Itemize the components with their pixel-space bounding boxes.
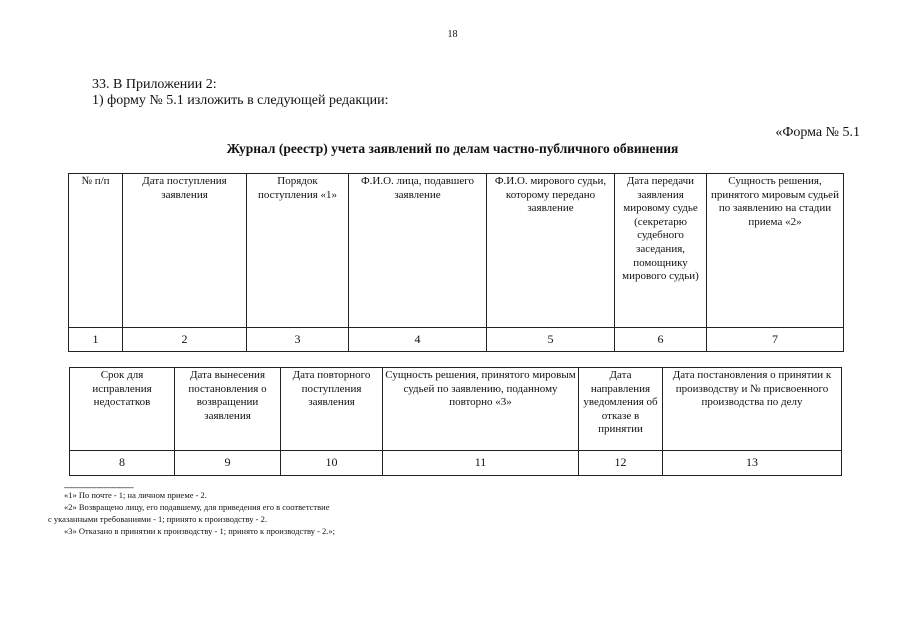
- footnote-2-continuation: с указанными требованиями - 1; принято к производству - 2.: [48, 514, 267, 524]
- journal-table-part-2: [69, 367, 842, 476]
- footnote-3: «3» Отказано в принятии к производству - 1; принято к производству - 2.»;: [64, 526, 336, 536]
- column-number: 11: [383, 451, 579, 476]
- journal-table-part-1: [68, 173, 844, 352]
- column-number: 6: [615, 328, 707, 352]
- column-number: 9: [175, 451, 281, 476]
- header-cell-transfer-date: Дата передачи заявления мировому судье (секретарю судебного заседания, помощнику мирового судьи): [615, 174, 707, 328]
- header-cell-applicant-name: Ф.И.О. лица, подавшего заявление: [349, 174, 487, 328]
- column-number: 7: [707, 328, 844, 352]
- column-number: 12: [579, 451, 663, 476]
- footnote-1: «1» По почте - 1; на личном приеме - 2.: [64, 490, 207, 500]
- footnote-separator: --------------------------------: [64, 483, 134, 492]
- header-cell-return-date: Дата вынесения постановления о возвращении заявления: [175, 368, 281, 451]
- header-cell-refusal-notice-date: Дата направления уведомления об отказе в принятии: [579, 368, 663, 451]
- column-number: 8: [70, 451, 175, 476]
- table-header-row: [70, 368, 842, 451]
- header-cell-repeat-decision: Сущность решения, принятого мировым судьей по заявлению, поданному повторно «3»: [383, 368, 579, 451]
- column-number: 5: [487, 328, 615, 352]
- table-number-row: [69, 328, 844, 352]
- column-number: 1: [69, 328, 123, 352]
- header-cell-judge-name: Ф.И.О. мирового судьи, которому передано заявление: [487, 174, 615, 328]
- table-number-row: [70, 451, 842, 476]
- table-header-row: [69, 174, 844, 328]
- column-number: 10: [281, 451, 383, 476]
- column-number: 2: [123, 328, 247, 352]
- header-cell-receipt-date: Дата поступления заявления: [123, 174, 247, 328]
- header-cell-acceptance-date: Дата постановления о принятии к производству и № присвоенного производства по делу: [663, 368, 842, 451]
- header-cell-repeat-receipt-date: Дата повторного поступления заявления: [281, 368, 383, 451]
- page-number: 18: [447, 29, 458, 40]
- intro-line-2: 1) форму № 5.1 изложить в следующей редакции:: [92, 93, 389, 108]
- form-label: «Форма № 5.1: [775, 125, 860, 140]
- intro-line-1: 33. В Приложении 2:: [92, 77, 217, 92]
- header-cell-correction-deadline: Срок для исправления недостатков: [70, 368, 175, 451]
- header-cell-row-number: № п/п: [69, 174, 123, 328]
- footnote-2: «2» Возвращено лицу, его подавшему, для приведения его в соответствие: [64, 502, 330, 512]
- header-cell-decision: Сущность решения, принятого мировым судьей по заявлению на стадии приема «2»: [707, 174, 844, 328]
- column-number: 3: [247, 328, 349, 352]
- column-number: 4: [349, 328, 487, 352]
- column-number: 13: [663, 451, 842, 476]
- journal-title: Журнал (реестр) учета заявлений по делам частно-публичного обвинения: [226, 141, 679, 156]
- header-cell-receipt-method: Порядок поступления «1»: [247, 174, 349, 328]
